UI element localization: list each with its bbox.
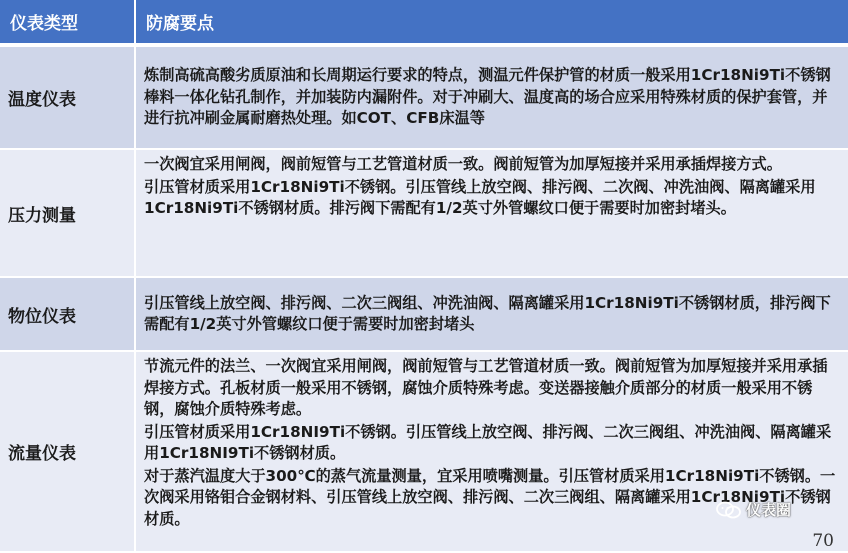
paragraph: 一次阀宜采用闸阀，阀前短管与工艺管道材质一致。阀前短管为加厚短接并采用承插焊接方式。 (144, 155, 782, 173)
paragraph: 对于蒸汽温度大于300℃的蒸气流量测量，宜采用喷嘴测量。引压管材质采用1Cr18Ni9Ti不锈钢。一次阀采用铬钼合金钢材料、引压管线上放空阀、排污阀、二次三阀组、隔离罐采用1Cr18Ni9Ti不锈钢材质。 (144, 466, 836, 528)
paragraph: 炼制高硫高酸劣质原油和长周期运行要求的特点，测温元件保护管的材质一般采用1Cr18Ni9Ti不锈钢棒料一体化钻孔制作，并加装防内漏附件。对于冲刷大、温度高的场合应采用特殊材质的保护套管，并进行抗冲刷金属耐磨热处理。如COT、CFB床温等 (144, 66, 831, 128)
paragraph: 引压管材质采用1Cr18NI9Ti不锈钢。引压管线上放空阀、排污阀、二次三阀组、冲洗油阀、隔离罐采用1Cr18NI9Ti不锈钢材质。 (144, 422, 832, 462)
paragraph: 引压管线上放空阀、排污阀、二次三阀组、冲洗油阀、隔离罐采用1Cr18Ni9Ti不锈钢材质，排污阀下需配有1/2英寸外管螺纹口便于需要时加密封堵头 (144, 293, 831, 333)
row-content-flow (136, 350, 848, 551)
row-type-temperature: 温度仪表 (0, 45, 134, 148)
row-content-temperature (136, 45, 848, 148)
wechat-icon (716, 501, 742, 519)
row-type-level: 物位仪表 (0, 276, 134, 350)
watermark-text: 仪表圈 (746, 501, 792, 519)
row-type-pressure: 压力测量 (0, 148, 134, 276)
row-content-level (136, 276, 848, 350)
page-number: 70 (812, 531, 834, 551)
watermark (716, 499, 791, 520)
header-anticorrosion-points: 防腐要点 (136, 0, 848, 45)
header-instrument-type: 仪表类型 (0, 0, 134, 45)
row-type-flow: 流量仪表 (0, 350, 134, 551)
row-content-pressure (136, 148, 848, 276)
paragraph: 引压管材质采用1Cr18Ni9Ti不锈钢。引压管线上放空阀、排污阀、二次阀、冲洗油阀、隔离罐采用1Cr18Ni9Ti不锈钢材质。排污阀下需配有1/2英寸外管螺纹口便于需要时加密封堵头。 (144, 177, 816, 217)
paragraph: 节流元件的法兰、一次阀宜采用闸阀，阀前短管与工艺管道材质一致。阀前短管为加厚短接并采用承插焊接方式。孔板材质一般采用不锈钢，腐蚀介质特殊考虑。变送器接触介质部分的材质一般采用不锈钢，腐蚀介质特殊考虑。 (144, 357, 828, 418)
